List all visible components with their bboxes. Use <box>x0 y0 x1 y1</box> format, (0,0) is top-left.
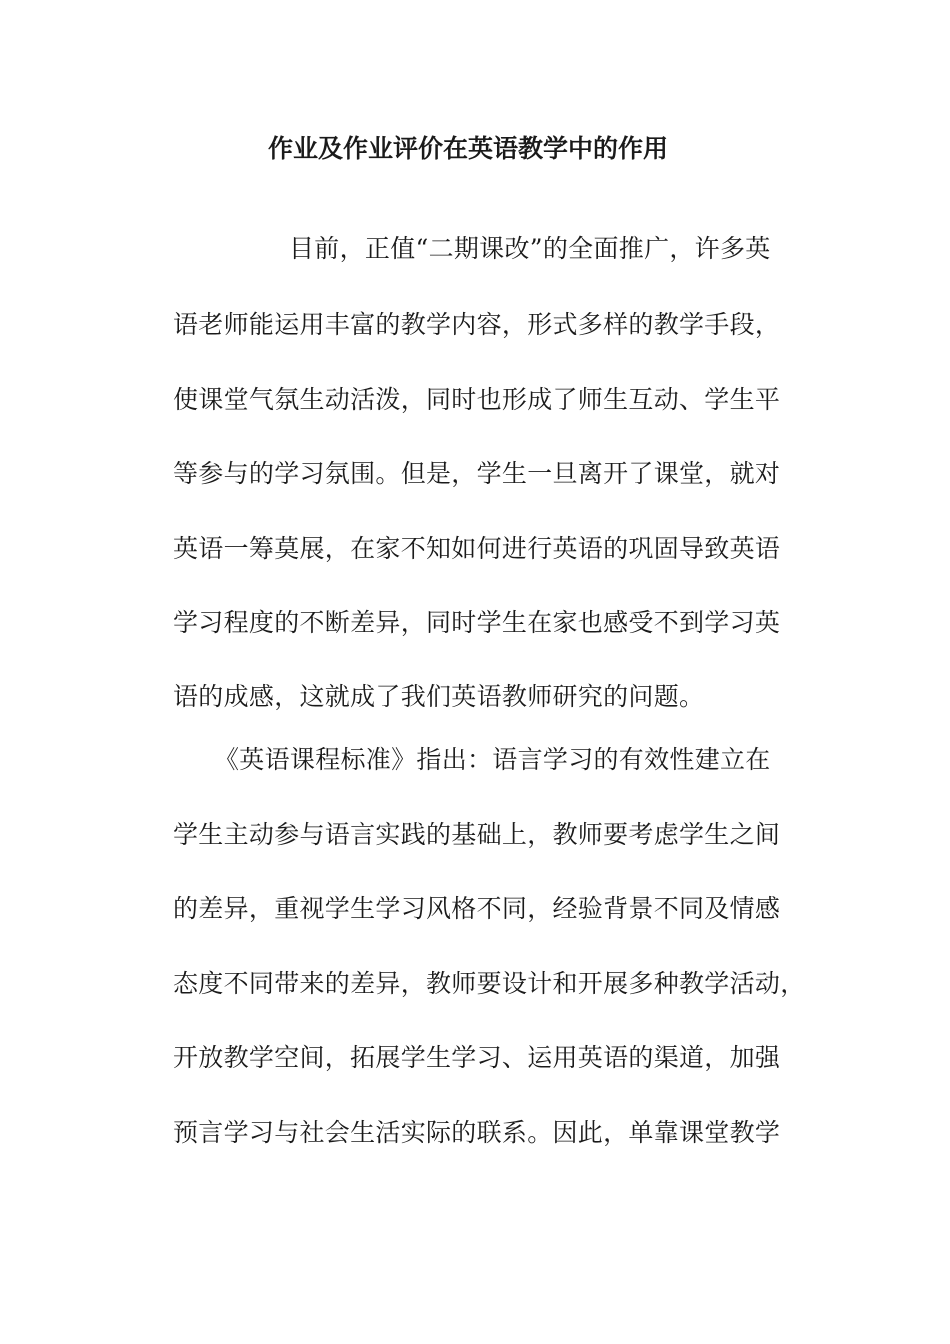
paragraph-line: 英语一筹莫展，在家不知如何进行英语的巩固导致英语 <box>173 534 781 563</box>
paragraph-line: 目前，正值“二期课改”的全面推广，许多英 <box>289 234 771 263</box>
paragraph-line: 预言学习与社会生活实际的联系。因此，单靠课堂教学 <box>173 1118 781 1147</box>
document-title: 作业及作业评价在英语教学中的作用 <box>267 134 668 163</box>
paragraph-line: 开放教学空间，拓展学生学习、运用英语的渠道，加强 <box>173 1043 781 1072</box>
paragraph-line: 语的成感，这就成了我们英语教师研究的问题。 <box>173 682 705 711</box>
paragraph-line: 等参与的学习氛围。但是，学生一旦离开了课堂，就对 <box>173 459 781 488</box>
paragraph-line: 的差异，重视学生学习风格不同，经验背景不同及情感 <box>173 894 781 923</box>
paragraph-line: 学习程度的不断差异，同时学生在家也感受不到学习英 <box>173 608 781 637</box>
paragraph-line: 语老师能运用丰富的教学内容，形式多样的教学手段， <box>173 310 781 339</box>
paragraph-line: 学生主动参与语言实践的基础上，教师要考虑学生之间 <box>173 820 781 849</box>
paragraph-line: 《英语课程标准》指出：语言学习的有效性建立在 <box>214 745 771 774</box>
paragraph-line: 使课堂气氛生动活泼，同时也形成了师生互动、学生平 <box>173 385 781 414</box>
paragraph-line: 态度不同带来的差异，教师要设计和开展多种教学活动， <box>173 969 806 998</box>
